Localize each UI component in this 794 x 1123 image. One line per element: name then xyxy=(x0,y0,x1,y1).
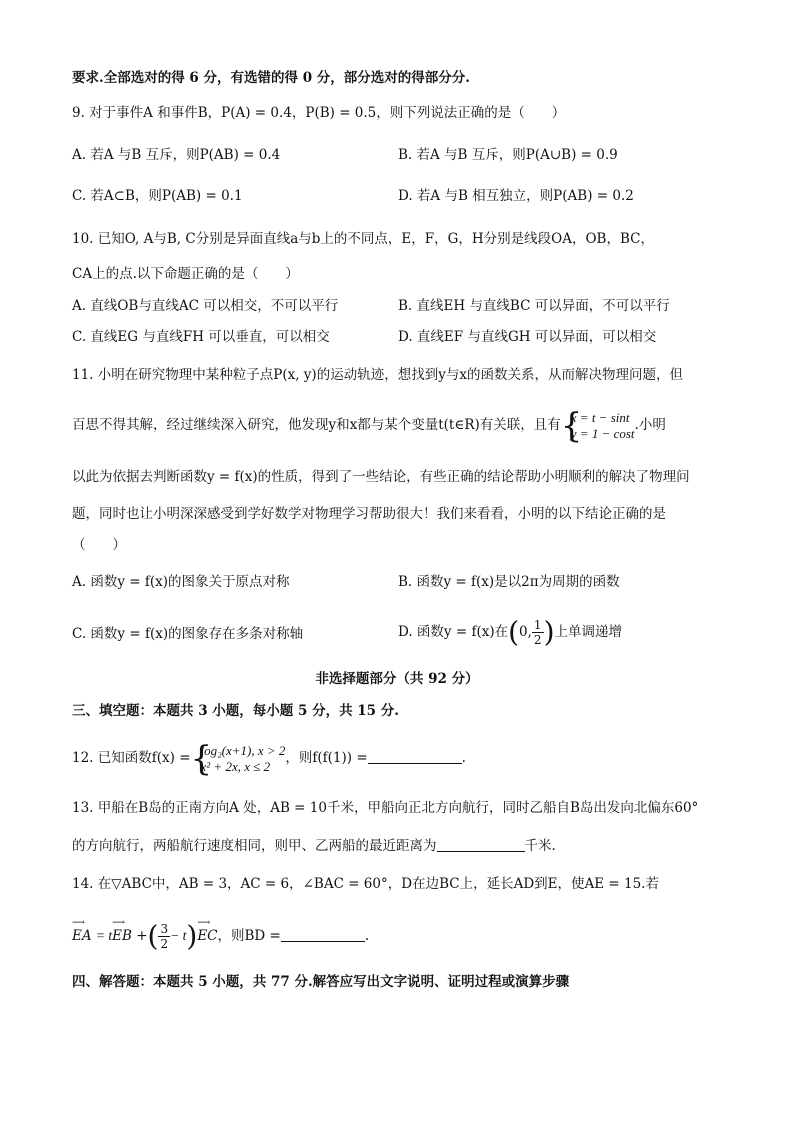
q12-piece-row1: log₂(x+1), x > 2 xyxy=(200,742,286,758)
q14-line1: 14. 在▽ABC中，AB = 3，AC = 6，∠BAC = 60°，D在边BC上，延长AD到E，使AE = 15.若 xyxy=(72,876,659,892)
q12-piece-row2: x² + 2x, x ≤ 2 xyxy=(200,758,271,774)
q9-option-c: C. 若A⊂B，则P(AB) = 0.1 xyxy=(72,188,243,204)
q14-eq-t: = t xyxy=(95,928,113,943)
q11-system-row1: x = t − sint xyxy=(570,409,630,425)
q13-line2 xyxy=(72,836,556,856)
q11-option-a: A. 函数y = f(x)的图象关于原点对称 xyxy=(72,574,290,590)
q14-plus: + xyxy=(136,928,148,944)
close-paren: ) xyxy=(186,919,198,953)
q9-option-a: A. 若A 与B 互斥，则P(AB) = 0.4 xyxy=(72,147,281,163)
q12-prefix: 12. 已知函数f(x) = xyxy=(72,750,191,766)
q11-system-row2: y = 1 − cost xyxy=(570,425,635,441)
vector-ea xyxy=(72,916,92,956)
nonchoice-section-title: 非选择题部分（共 92 分） xyxy=(315,671,479,687)
q13-line1: 13. 甲船在B岛的正南方向A 处，AB = 10千米，甲船向正北方向航行，同时乙船自B岛出发向北偏东60° xyxy=(72,800,699,816)
section4-heading: 四、解答题：本题共 5 小题，共 77 分.解答应写出文字说明、证明过程或演算步骤 xyxy=(72,974,570,990)
q11-option-d-tail: 上单调递增 xyxy=(554,624,622,640)
section3-heading: 三、填空题：本题共 3 小题，每小题 5 分，共 15 分. xyxy=(72,703,399,719)
q11-stem-line4: 题，同时也让小明深深感受到学好数学对物理学习帮助很大！我们来看看，小明的以下结论正确的是 xyxy=(72,506,666,522)
vector-ec-label: EC xyxy=(197,928,218,944)
vector-ea-label: EA xyxy=(72,928,92,944)
q10-option-a: A. 直线OB与直线AC 可以相交，不可以平行 xyxy=(72,298,339,314)
q11-param-system xyxy=(560,405,635,446)
open-paren: ( xyxy=(508,615,520,649)
q11-stem-line5: （ ） xyxy=(72,537,126,553)
q12: 12. 已知函数f(x) = { log₂(x+1), x > 2 x² + 2x, x ≤ 2 ，则f(f(1)) = . xyxy=(72,738,466,779)
q12-answer-blank[interactable] xyxy=(368,749,462,764)
q11-stem-line2-text: 百思不得其解，经过继续深入研究，他发现y和x都与某个变量t(t∈R)有关联，且有 xyxy=(72,417,561,433)
q10-option-d: D. 直线EF 与直线GH 可以异面，可以相交 xyxy=(398,329,657,345)
q12-piecewise xyxy=(190,738,286,779)
q13-answer-blank[interactable] xyxy=(437,837,525,852)
vector-arrow-icon: ⟶ xyxy=(72,918,84,928)
fraction-denominator: 2 xyxy=(160,937,169,951)
vector-eb xyxy=(112,916,132,956)
q10-option-b: B. 直线EH 与直线BC 可以异面，不可以平行 xyxy=(398,298,670,314)
q10-stem-line2: CA上的点.以下命题正确的是（ ） xyxy=(72,266,299,282)
close-paren: ) xyxy=(543,615,555,649)
brace-symbol: { xyxy=(560,405,583,446)
q11-stem-line2-tail: .小明 xyxy=(634,417,666,433)
q10-stem-line1: 10. 已知O, A与B, C分别是异面直线a与b上的不同点，E，F，G，H分别是线段OA，OB，BC， xyxy=(72,231,654,247)
q13-line2-tail: 千米. xyxy=(524,838,556,854)
q9-option-b: B. 若A 与B 互斥，则P(A∪B) = 0.9 xyxy=(398,147,618,163)
q11-option-c: C. 函数y = f(x)的图象存在多条对称轴 xyxy=(72,626,304,642)
q14-answer-blank[interactable] xyxy=(281,927,365,942)
q9-stem: 9. 对于事件A 和事件B，P(A) = 0.4，P(B) = 0.5，则下列说法正确的是（ ） xyxy=(72,105,566,121)
interval-left: 0, xyxy=(519,624,532,640)
brace-symbol: { xyxy=(190,738,213,779)
fraction-numerator: 1 xyxy=(533,618,542,632)
vector-eb-label: EB xyxy=(112,928,132,944)
answer-requirement: 要求.全部选对的得 6 分，有选错的得 0 分，部分选对的得部分分. xyxy=(72,70,470,86)
q10-option-c: C. 直线EG 与直线FH 可以垂直，可以相交 xyxy=(72,329,330,345)
vector-ec xyxy=(197,916,217,956)
q14-suffix: ，则BD = xyxy=(217,928,281,944)
q14-fraction xyxy=(158,922,170,951)
q11-stem-line2 xyxy=(72,406,666,444)
q13-line2-text: 的方向航行，两船航行速度相同，则甲、乙两船的最近距离为 xyxy=(72,838,437,854)
open-paren: ( xyxy=(147,919,159,953)
q14-minus-t: − t xyxy=(170,928,187,943)
fraction-numerator: 3 xyxy=(160,922,169,936)
q11-option-d xyxy=(398,612,622,652)
q11-option-d-text: D. 函数y = f(x)在 xyxy=(398,624,509,640)
q14-line2: ⟶ EA = t ⟶ EB +( $\frac{3}{2}$ − t) ⟶ EC，则BD = . xyxy=(72,916,369,956)
q11-stem-line3: 以此为依据去判断函数y = f(x)的性质，得到了一些结论，有些正确的结论帮助小明顺利的解决了物理问 xyxy=(72,469,690,485)
q9-option-d: D. 若A 与B 相互独立，则P(AB) = 0.2 xyxy=(398,188,634,204)
q11-stem-line1: 11. 小明在研究物理中某种粒子点P(x, y)的运动轨迹，想找到y与x的函数关系，从而解决物理问题，但 xyxy=(72,367,683,383)
fraction-denominator: 2 xyxy=(533,633,542,647)
q12-suffix: ，则f(f(1)) = xyxy=(285,750,368,766)
interval-fraction xyxy=(532,618,544,647)
vector-arrow-icon: ⟶ xyxy=(197,918,210,928)
q11-option-b: B. 函数y = f(x)是以2π为周期的函数 xyxy=(398,574,620,590)
vector-arrow-icon: ⟶ xyxy=(112,918,125,928)
